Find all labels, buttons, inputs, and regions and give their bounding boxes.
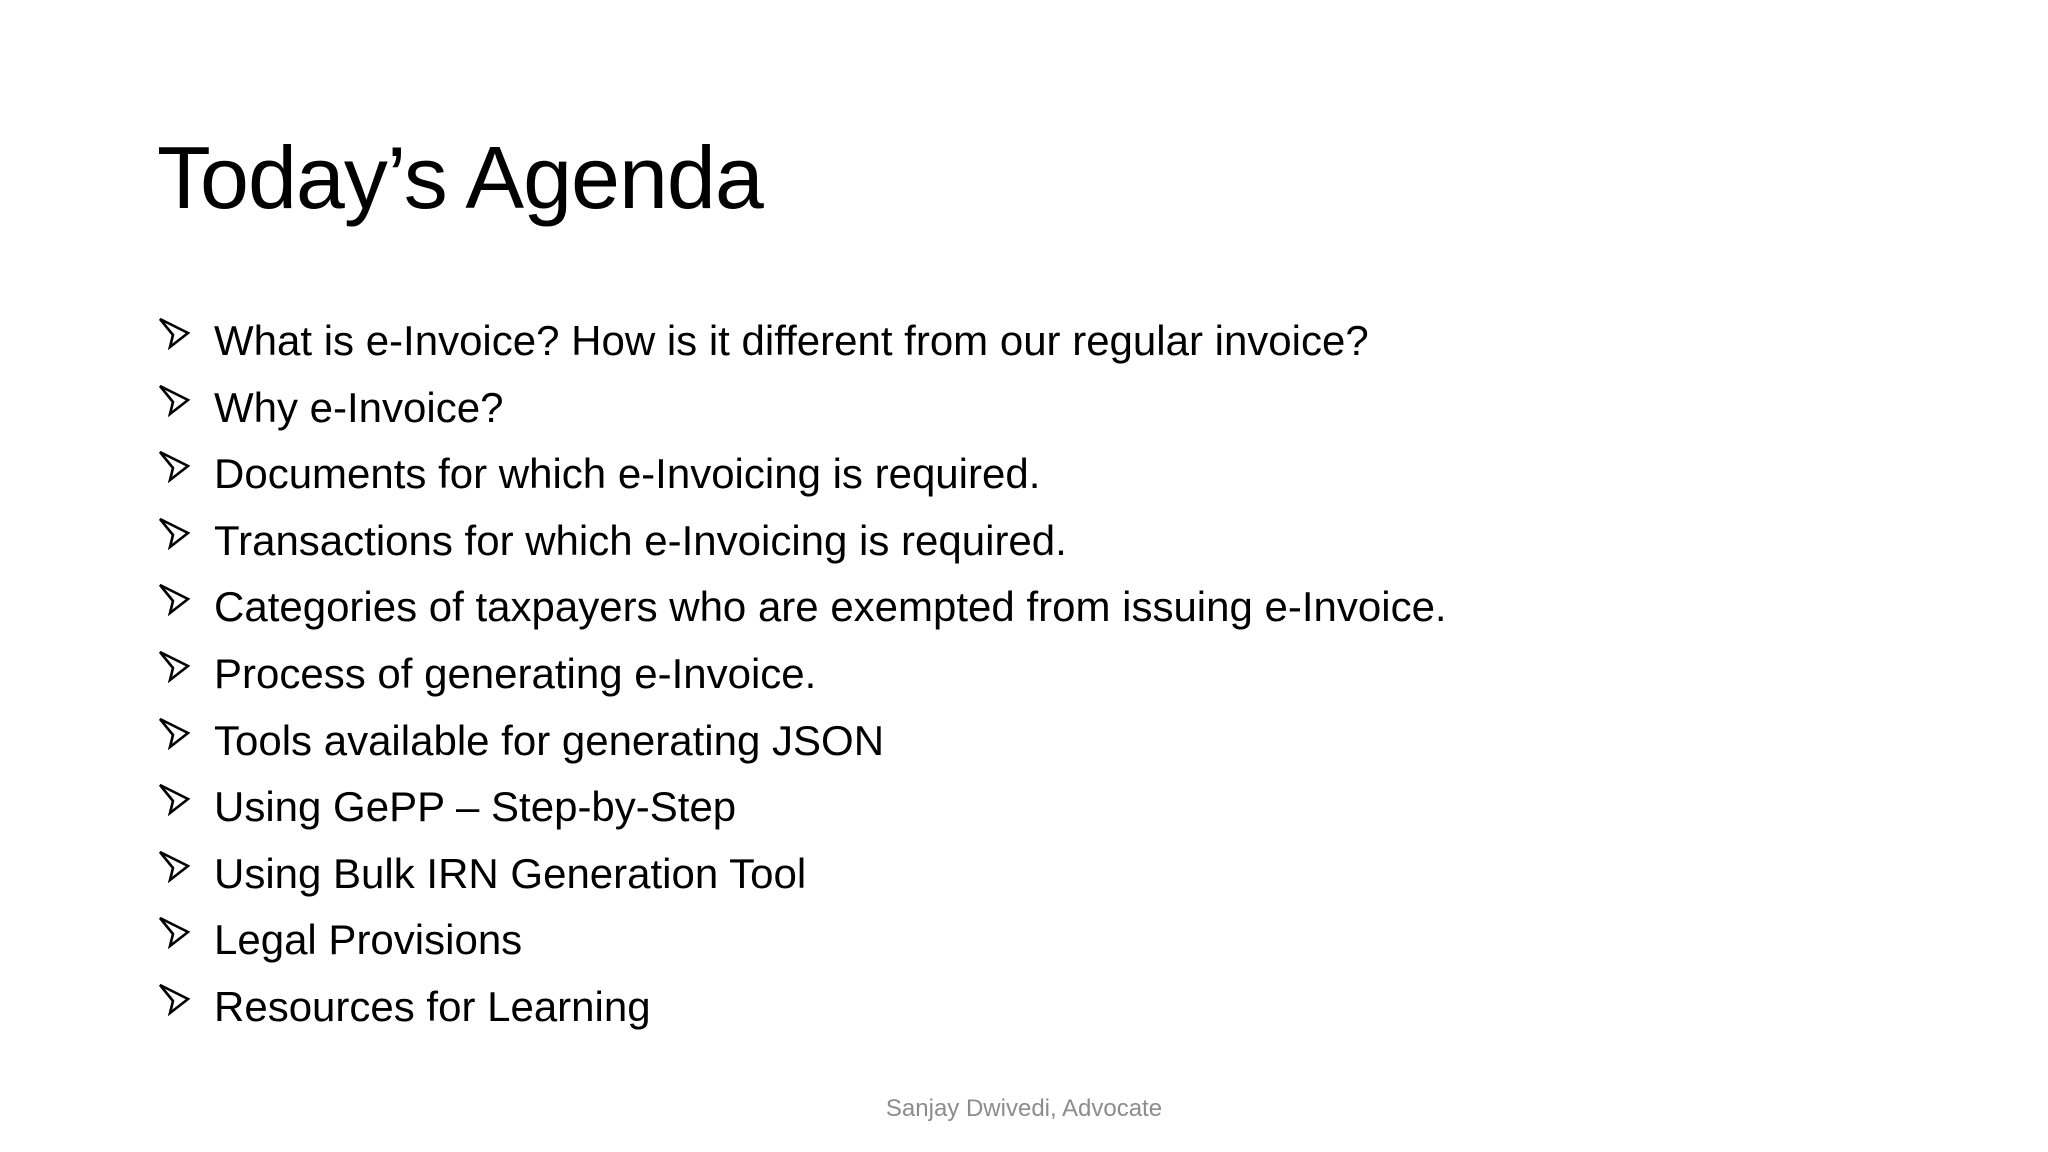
arrowhead-bullet-icon <box>157 641 214 683</box>
agenda-item <box>157 441 1447 508</box>
agenda-item-text: Categories of taxpayers who are exempted from issuing e-Invoice. <box>214 583 1447 631</box>
agenda-item <box>157 641 1447 708</box>
arrowhead-bullet-icon <box>157 375 214 417</box>
agenda-item-text: Using GePP – Step-by-Step <box>214 783 737 831</box>
agenda-item-text: Documents for which e-Invoicing is required. <box>214 450 1041 498</box>
agenda-item-text: Why e-Invoice? <box>214 383 504 431</box>
agenda-item-text: Using Bulk IRN Generation Tool <box>214 849 807 897</box>
slide-title: Today’s Agenda <box>157 128 763 227</box>
arrowhead-bullet-icon <box>157 308 214 350</box>
agenda-item <box>157 841 1447 908</box>
arrowhead-bullet-icon <box>157 907 214 949</box>
arrowhead-bullet-icon <box>157 708 214 750</box>
agenda-item <box>157 774 1447 841</box>
agenda-item-text: Process of generating e-Invoice. <box>214 649 817 697</box>
agenda-item <box>157 974 1447 1041</box>
agenda-item <box>157 375 1447 442</box>
arrowhead-bullet-icon <box>157 774 214 816</box>
arrowhead-bullet-icon <box>157 441 214 483</box>
arrowhead-bullet-icon <box>157 508 214 550</box>
agenda-list <box>157 308 1447 1041</box>
agenda-item <box>157 308 1447 375</box>
arrowhead-bullet-icon <box>157 974 214 1016</box>
agenda-item <box>157 574 1447 641</box>
agenda-item <box>157 907 1447 974</box>
agenda-item-text: What is e-Invoice? How is it different from our regular invoice? <box>214 317 1369 364</box>
agenda-item <box>157 708 1447 775</box>
slide-footer: Sanjay Dwivedi, Advocate <box>885 1095 1163 1122</box>
agenda-item-text: Tools available for generating JSON <box>214 716 885 764</box>
arrowhead-bullet-icon <box>157 841 214 883</box>
agenda-item <box>157 508 1447 575</box>
agenda-item-text: Resources for Learning <box>214 982 651 1030</box>
agenda-item-text: Legal Provisions <box>214 916 523 964</box>
agenda-item-text: Transactions for which e-Invoicing is required. <box>214 516 1067 564</box>
arrowhead-bullet-icon <box>157 574 214 616</box>
